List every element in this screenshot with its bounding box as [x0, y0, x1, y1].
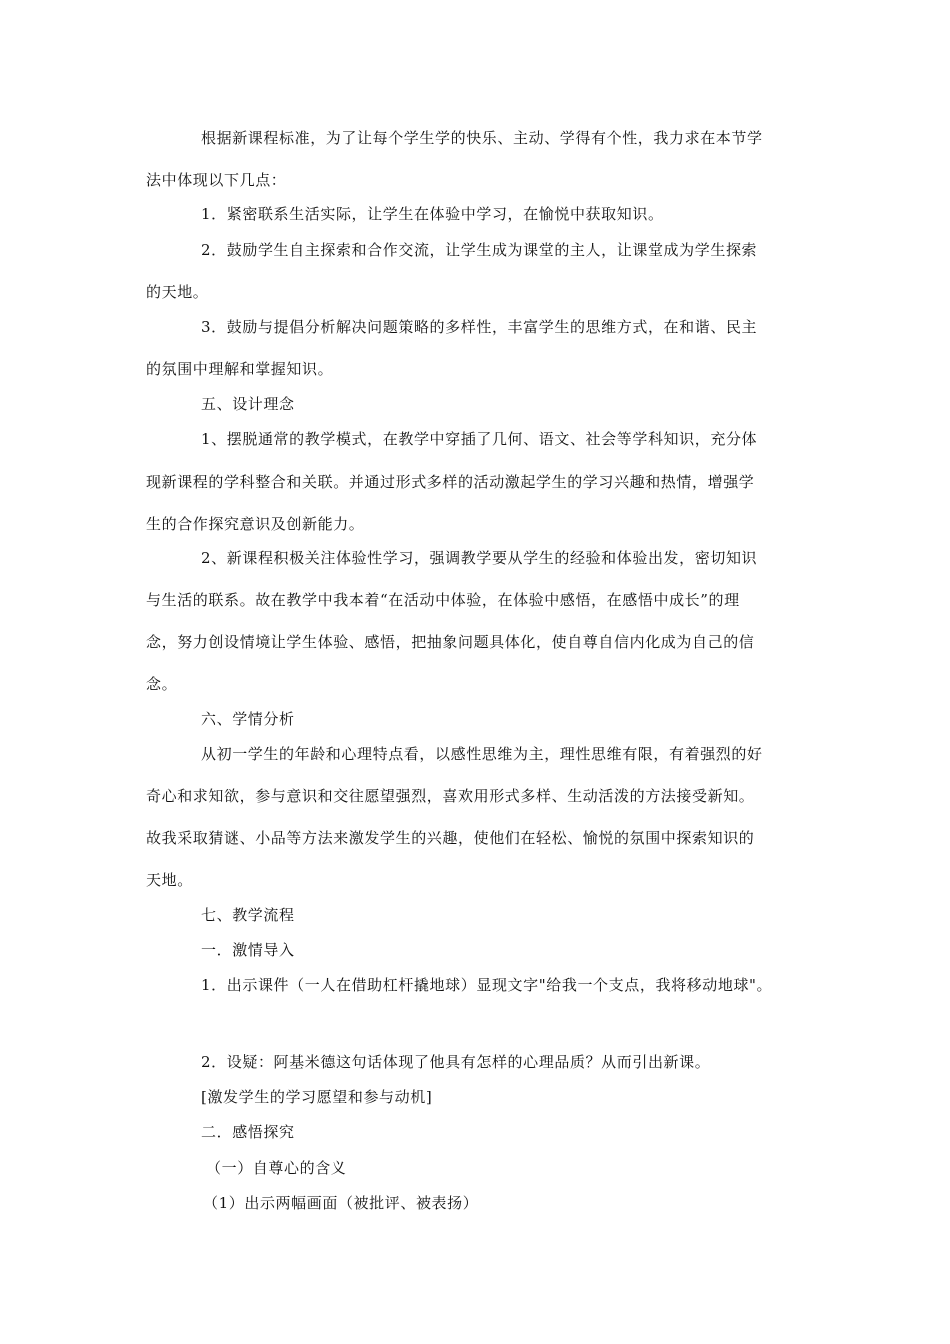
section-heading: 六、学情分析	[201, 710, 295, 728]
paragraph-line: 法中体现以下几点：	[146, 171, 287, 189]
subsection-heading: 一．激情导入	[201, 941, 295, 959]
paragraph-line: 现新课程的学科整合和关联。并通过形式多样的活动激起学生的学习兴趣和热情，增强学	[146, 473, 755, 491]
paragraph-line: 天地。	[146, 871, 193, 889]
bracket-note: [激发学生的学习愿望和参与动机]	[201, 1088, 433, 1106]
paragraph-line: 2．设疑：阿基米德这句话体现了他具有怎样的心理品质？从而引出新课。	[201, 1053, 711, 1071]
paragraph-line: 念。	[146, 675, 178, 693]
section-heading: 五、设计理念	[201, 395, 295, 413]
paragraph-line: 奇心和求知欲，参与意识和交往愿望强烈，喜欢用形式多样、生动活泼的方法接受新知。	[146, 787, 755, 805]
paragraph-line: 1．出示课件（一人在借助杠杆撬地球）显现文字"给我一个支点，我将移动地球"。	[201, 976, 773, 994]
paragraph-line: 与生活的联系。故在教学中我本着“在活动中体验，在体验中感悟，在感悟中成长”的理	[146, 591, 740, 609]
paragraph-line: 3．鼓励与提倡分析解决问题策略的多样性，丰富学生的思维方式，在和谐、民主	[201, 318, 758, 336]
paragraph-line: 1．紧密联系生活实际，让学生在体验中学习，在愉悦中获取知识。	[201, 205, 664, 223]
paragraph-line: 1、摆脱通常的教学模式，在教学中穿插了几何、语文、社会等学科知识，充分体	[201, 430, 758, 448]
paragraph-line: （1）出示两幅画面（被批评、被表扬）	[203, 1194, 479, 1212]
section-heading: 七、教学流程	[201, 906, 295, 924]
paragraph-line: 的氛围中理解和掌握知识。	[146, 360, 334, 378]
paragraph-line: 故我采取猜谜、小品等方法来激发学生的兴趣，使他们在轻松、愉悦的氛围中探索知识的	[146, 829, 755, 847]
paragraph-line: 2．鼓励学生自主探索和合作交流，让学生成为课堂的主人，让课堂成为学生探索	[201, 241, 758, 259]
subsection-heading: （一）自尊心的含义	[206, 1159, 347, 1177]
paragraph-line: 的天地。	[146, 283, 209, 301]
paragraph-line: 根据新课程标准，为了让每个学生学的快乐、主动、学得有个性，我力求在本节学	[201, 129, 763, 147]
paragraph-line: 从初一学生的年龄和心理特点看，以感性思维为主，理性思维有限，有着强烈的好	[201, 745, 763, 763]
paragraph-line: 生的合作探究意识及创新能力。	[146, 515, 365, 533]
paragraph-line: 2、新课程积极关注体验性学习，强调教学要从学生的经验和体验出发，密切知识	[201, 549, 758, 567]
paragraph-line: 念，努力创设情境让学生体验、感悟，把抽象问题具体化，使自尊自信内化成为自己的信	[146, 633, 755, 651]
subsection-heading: 二．感悟探究	[201, 1123, 295, 1141]
